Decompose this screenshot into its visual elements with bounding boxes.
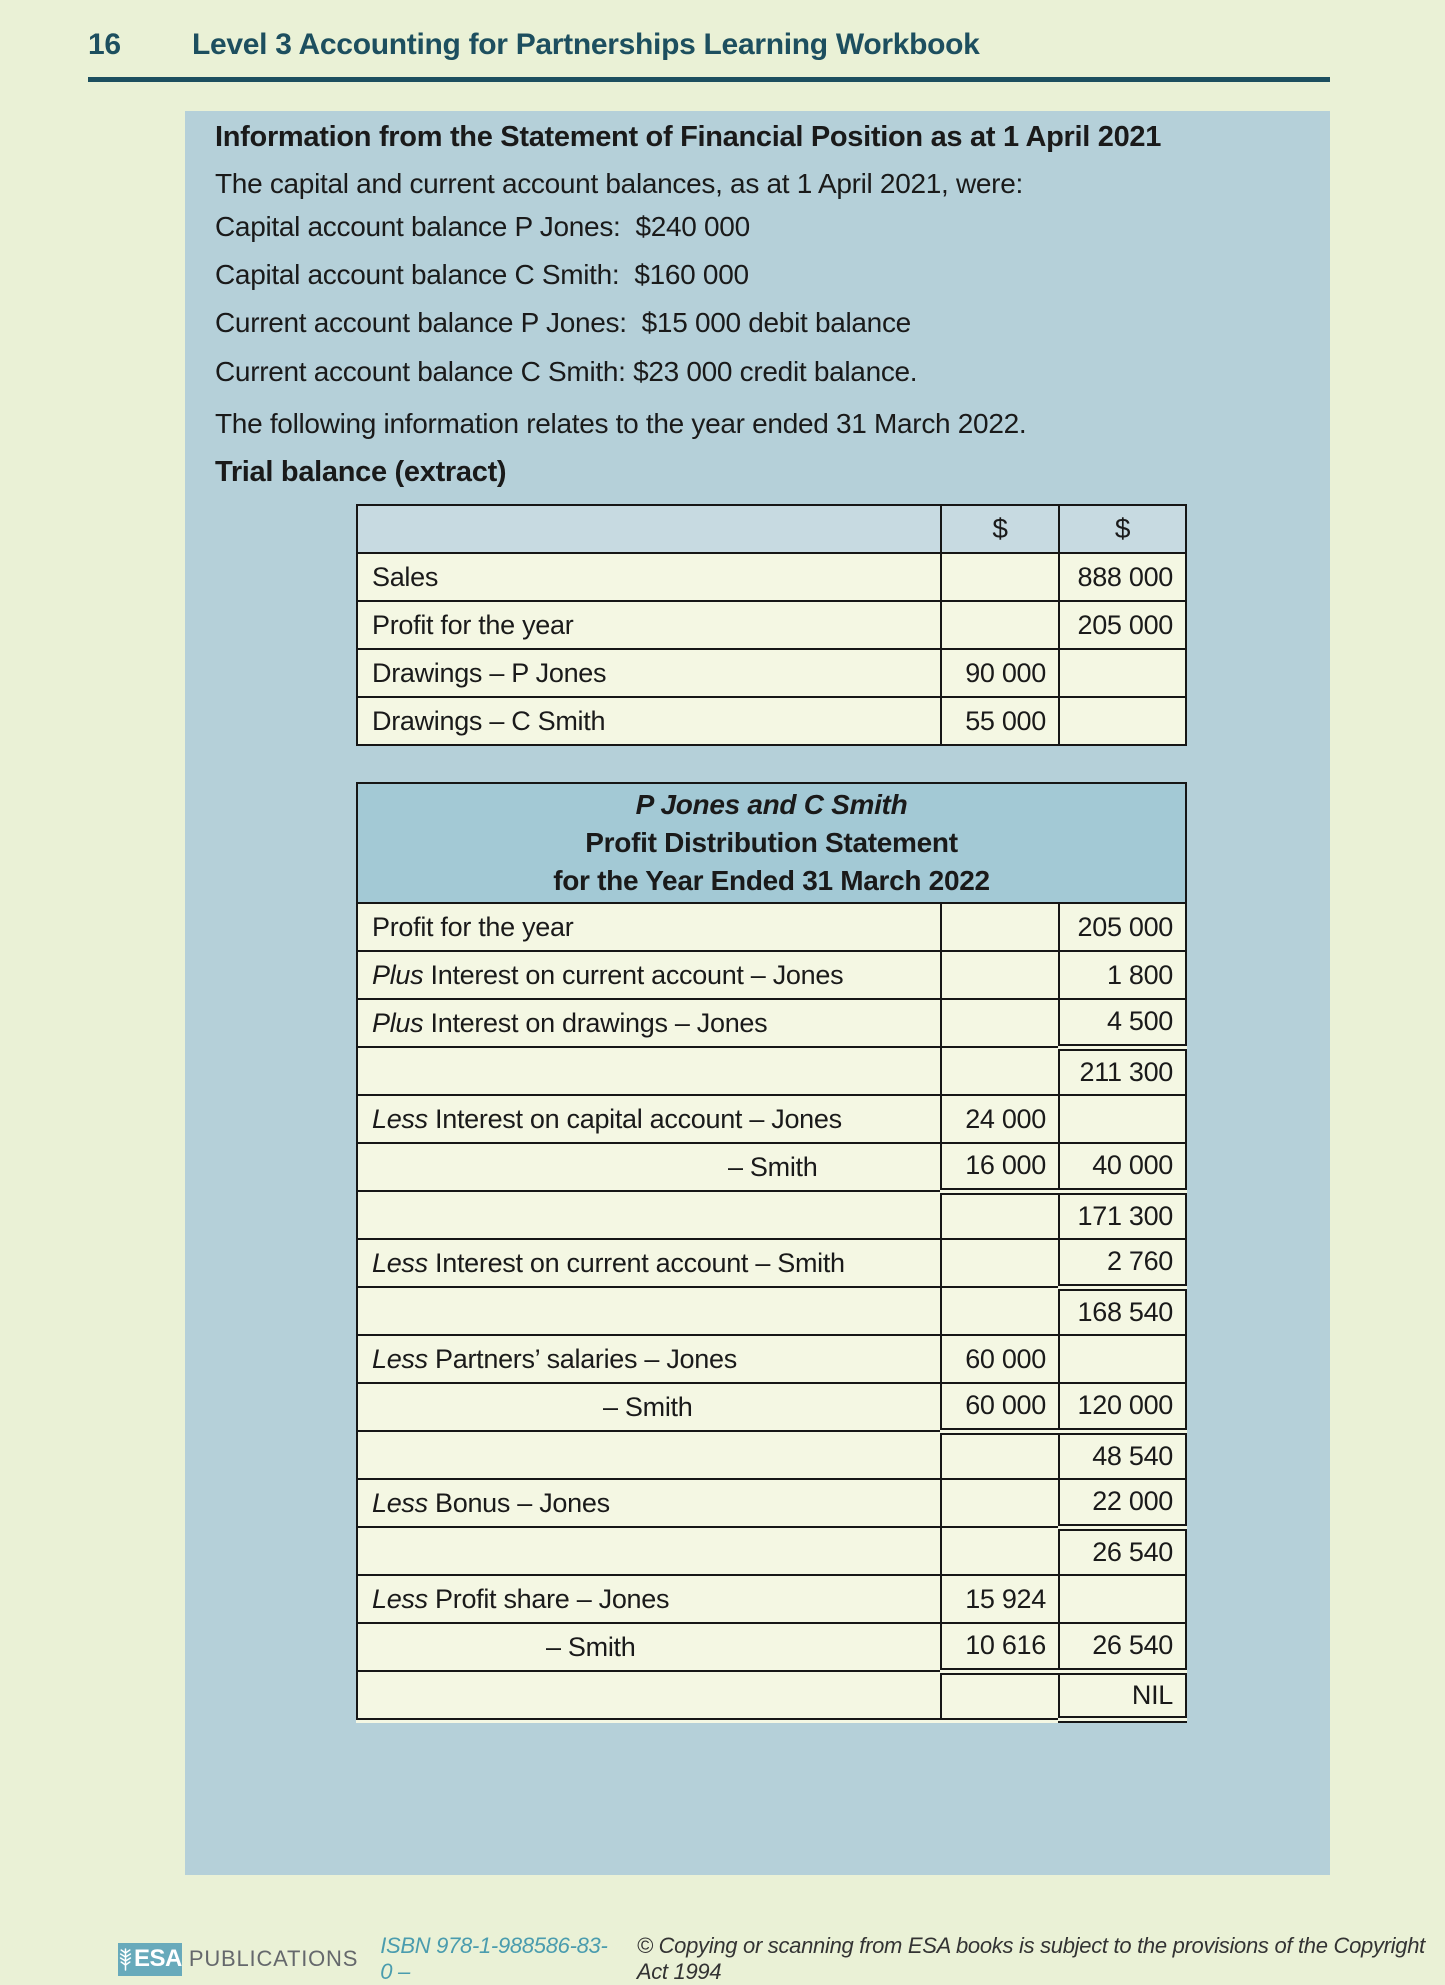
table-row <box>357 1527 1186 1575</box>
prefix-word: Less <box>372 1247 428 1278</box>
total-amount-cell: 120 000 <box>1059 1383 1186 1431</box>
column-header-dollar-debit: $ <box>941 505 1059 553</box>
line-item-label <box>357 1191 941 1239</box>
info-paragraph: Capital account balance C Smith: $160 000 <box>215 259 749 290</box>
partner-amount-cell: 60 000 <box>941 1383 1059 1431</box>
table-row <box>357 697 1186 745</box>
table-row <box>357 1479 1186 1527</box>
table-row <box>357 951 1186 999</box>
total-amount-cell: 205 000 <box>1059 903 1186 951</box>
table-row <box>357 903 1186 951</box>
prefix-word: Less <box>372 1343 428 1374</box>
header-rule <box>88 77 1330 82</box>
line-item-label: Profit for the year <box>357 903 941 951</box>
line-item-label: – Smith <box>357 1623 941 1671</box>
pds-body <box>357 903 1186 1719</box>
pds-title-row <box>357 783 1186 903</box>
partner-amount-cell: 10 616 <box>941 1623 1059 1671</box>
info-paragraph: Current account balance C Smith: $23 000 credit balance. <box>215 356 918 387</box>
account-label: Sales <box>357 553 941 601</box>
total-amount-cell <box>1059 1335 1186 1383</box>
trial-balance-header-row <box>357 505 1186 553</box>
info-paragraph: The capital and current account balances, as at 1 April 2021, were: <box>215 168 1023 199</box>
line-item-label: Less Partners’ salaries – Jones <box>357 1335 941 1383</box>
line-item-label <box>357 1047 941 1095</box>
total-amount-cell: 48 540 <box>1059 1431 1186 1479</box>
table-row <box>357 1143 1186 1191</box>
line-item-label: Plus Interest on current account – Jones <box>357 951 941 999</box>
debit-cell <box>941 601 1059 649</box>
line-item-label: – Smith <box>357 1143 941 1191</box>
partner-amount-cell: 15 924 <box>941 1575 1059 1623</box>
line-item-label <box>357 1287 941 1335</box>
partner-amount-cell <box>941 903 1059 951</box>
line-item-label: Less Bonus – Jones <box>357 1479 941 1527</box>
table-row <box>357 1191 1186 1239</box>
total-amount-cell: 26 540 <box>1059 1623 1186 1671</box>
table-row <box>357 649 1186 697</box>
partner-amount-cell <box>941 999 1059 1047</box>
trial-balance-table <box>356 504 1187 746</box>
profit-distribution-table <box>356 782 1187 1723</box>
trial-balance-label: Trial balance (extract) <box>215 456 507 488</box>
page-number: 16 <box>88 28 121 61</box>
table-row <box>357 1335 1186 1383</box>
account-label: Profit for the year <box>357 601 941 649</box>
partner-amount-cell <box>941 1671 1059 1719</box>
info-paragraph: Capital account balance P Jones: $240 000 <box>215 211 750 242</box>
prefix-word: Less <box>372 1103 428 1134</box>
table-row <box>357 1287 1186 1335</box>
total-amount-cell: 168 540 <box>1059 1287 1186 1335</box>
pds-entity-name: P Jones and C Smith <box>635 789 908 820</box>
esa-logo-text: ESA <box>134 1945 182 1972</box>
partner-amount-cell <box>941 1287 1059 1335</box>
total-amount-cell: 40 000 <box>1059 1143 1186 1191</box>
esa-logo <box>118 1943 182 1976</box>
fern-icon <box>118 1946 133 1972</box>
column-header-blank <box>357 505 941 553</box>
total-amount-cell: NIL <box>1059 1671 1186 1719</box>
credit-cell <box>1059 697 1186 745</box>
total-amount-cell <box>1059 1575 1186 1623</box>
pds-statement-name: Profit Distribution Statement <box>585 827 958 858</box>
partner-amount-cell <box>941 1431 1059 1479</box>
info-paragraph: Current account balance P Jones: $15 000 debit balance <box>215 307 911 338</box>
pds-period: for the Year Ended 31 March 2022 <box>553 865 990 896</box>
table-row <box>357 1047 1186 1095</box>
copyright-notice: © Copying or scanning from ESA books is subject to the provisions of the Copyright Act 1994 <box>636 1933 1425 1984</box>
partner-amount-cell: 60 000 <box>941 1335 1059 1383</box>
partner-amount-cell <box>941 1479 1059 1527</box>
debit-cell <box>941 553 1059 601</box>
info-box-heading: Information from the Statement of Financial Position as at 1 April 2021 <box>215 121 1162 153</box>
column-header-dollar-credit: $ <box>1059 505 1186 553</box>
publisher-name: PUBLICATIONS <box>188 1946 359 1971</box>
line-item-label <box>357 1671 941 1719</box>
partner-amount-cell: 16 000 <box>941 1143 1059 1191</box>
table-row <box>357 1671 1186 1719</box>
line-item-label: Less Profit share – Jones <box>357 1575 941 1623</box>
prefix-word: Plus <box>372 959 424 990</box>
credit-cell: 205 000 <box>1059 601 1186 649</box>
total-amount-cell: 4 500 <box>1059 999 1186 1047</box>
partner-amount-cell <box>941 951 1059 999</box>
partner-amount-cell <box>941 1047 1059 1095</box>
line-item-label <box>357 1431 941 1479</box>
table-row <box>357 1095 1186 1143</box>
footer <box>118 1933 1445 1985</box>
credit-cell <box>1059 649 1186 697</box>
table-row <box>357 1383 1186 1431</box>
info-paragraph: The following information relates to the year ended 31 March 2022. <box>215 408 1027 439</box>
pds-title-block <box>357 783 1186 903</box>
line-item-label: Plus Interest on drawings – Jones <box>357 999 941 1047</box>
line-item-label: Less Interest on capital account – Jones <box>357 1095 941 1143</box>
line-item-label: Less Interest on current account – Smith <box>357 1239 941 1287</box>
table-row <box>357 1431 1186 1479</box>
partner-amount-cell <box>941 1527 1059 1575</box>
info-box <box>185 111 1330 1875</box>
credit-cell: 888 000 <box>1059 553 1186 601</box>
table-row <box>357 1575 1186 1623</box>
page-title: Level 3 Accounting for Partnerships Learning Workbook <box>192 28 980 61</box>
debit-cell: 55 000 <box>941 697 1059 745</box>
partner-amount-cell <box>941 1239 1059 1287</box>
debit-cell: 90 000 <box>941 649 1059 697</box>
total-amount-cell: 211 300 <box>1059 1047 1186 1095</box>
table-row <box>357 1623 1186 1671</box>
prefix-word: Less <box>372 1487 428 1518</box>
isbn-text: ISBN 978-1-988586-83-0 – <box>380 1933 608 1984</box>
total-amount-cell: 26 540 <box>1059 1527 1186 1575</box>
total-amount-cell: 2 760 <box>1059 1239 1186 1287</box>
line-item-label <box>357 1527 941 1575</box>
table-row <box>357 553 1186 601</box>
account-label: Drawings – C Smith <box>357 697 941 745</box>
total-amount-cell: 171 300 <box>1059 1191 1186 1239</box>
prefix-word: Less <box>372 1583 428 1614</box>
table-row <box>357 1239 1186 1287</box>
table-row <box>357 999 1186 1047</box>
partner-amount-cell <box>941 1191 1059 1239</box>
trial-balance-body <box>357 553 1186 745</box>
total-amount-cell: 22 000 <box>1059 1479 1186 1527</box>
account-label: Drawings – P Jones <box>357 649 941 697</box>
partner-amount-cell: 24 000 <box>941 1095 1059 1143</box>
line-item-label: – Smith <box>357 1383 941 1431</box>
prefix-word: Plus <box>372 1007 424 1038</box>
table-row <box>357 601 1186 649</box>
total-amount-cell <box>1059 1095 1186 1143</box>
total-amount-cell: 1 800 <box>1059 951 1186 999</box>
